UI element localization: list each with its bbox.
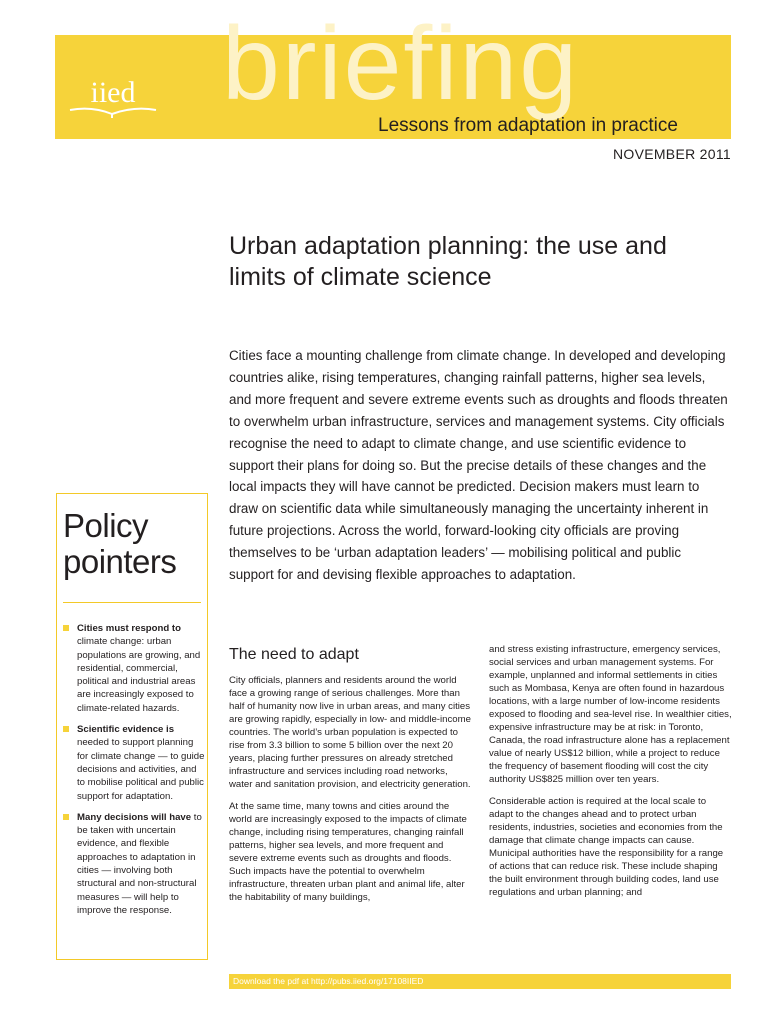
logo-text: iied	[90, 76, 136, 109]
policy-pointers-title: Policy pointers	[63, 507, 177, 580]
briefing-wordmark: briefing	[222, 6, 580, 122]
section-heading: The need to adapt	[229, 646, 359, 663]
body-column-right	[489, 643, 732, 908]
bullet-square-icon	[63, 726, 69, 732]
bullet-square-icon	[63, 625, 69, 631]
pointer-lead: Cities must respond to	[77, 623, 181, 634]
pointer-lead: Scientific evidence is	[77, 724, 175, 736]
pointer-text: needed to support planning for climate change — to guide decisions and activities, and to mobilise political and public support for adaptation.	[77, 737, 205, 802]
body-paragraph: City officials, planners and residents around the world face a growing range of serious challenges. More than half of humanity now live in urban areas, and many cities are growing rapidly, especially in low- and middle-income countries. The world’s urban population is expected to rise from 3.3 billion to some 5 billion over the next 20 years, placing further pressures on already stretched infrastructure and services including road networks, water and sanitation provision, and electricity generation.	[229, 675, 471, 790]
policy-pointers-list	[63, 622, 205, 925]
iied-logo	[68, 78, 158, 122]
publication-date: NOVEMBER 2011	[612, 146, 731, 162]
page-title: Urban adaptation planning: the use and limits of climate science	[229, 232, 667, 291]
list-item	[63, 811, 205, 917]
bullet-square-icon	[63, 814, 69, 820]
book-icon	[68, 106, 158, 120]
series-subtitle: Lessons from adaptation in practice	[378, 115, 678, 136]
lead-paragraph: Cities face a mounting challenge from climate change. In developed and developing countries alike, rising temperatures, changing rainfall patterns, higher sea levels, and more frequent and severe extreme events such as droughts and floods threaten to overwhelm urban infrastructure, services and management systems. City officials recognise the need to adapt to climate change, and use scientific evidence to support their plans for doing so. But the precise details of these changes and the local impacts they will have cannot be predicted. Decision makers must learn to draw on scientific data while simultaneously managing the uncertainty inherent in future projections. Across the world, forward-looking city officials are proving themselves to be ‘urban adaptation leaders’ — mobilising political and public support for and devising flexible approaches to adaptation.	[229, 348, 728, 583]
pointer-lead: Many decisions will have	[77, 811, 192, 823]
body-paragraph: At the same time, many towns and cities around the world are increasingly exposed to the impacts of climate change, including rising temperatures, changing rainfall patterns, higher sea levels, and more frequent and severe extreme events such as droughts and floods. Such impacts have the potential to overwhelm infrastructure, threaten urban plant and animal life, alter the habitability of many buildings,	[229, 801, 467, 903]
download-link[interactable]: Download the pdf at http://pubs.iied.org/17108IIED	[229, 974, 731, 989]
pointer-text: climate change: urban populations are growing, and residential, commercial, political and industrial areas are increasingly exposed to climate-related hazards.	[77, 636, 201, 714]
body-column-left	[229, 674, 472, 913]
divider	[63, 602, 201, 603]
body-paragraph: and stress existing infrastructure, emergency services, social services and urban management systems. For example, unplanned and informal settlements in cities such as Mombasa, Kenya are often found in hazardous locations, with a large number of low-income residents exposed to flooding and sea-level rise. In wealthier cities, expensive infrastructure may be at risk: in Toronto, Canada, the road infrastructure alone has a replacement value of nearly US$12 billion, while a project to reduce the frequency of basement flooding will cost the city authority US$825 million over ten years.	[489, 644, 732, 785]
pointer-text: to be taken with uncertain evidence, and flexible approaches to adaptation in cities — involving both structural and non-structural measures — will help to improve the response.	[77, 811, 202, 916]
body-paragraph: Considerable action is required at the local scale to adapt to the changes ahead and to protect urban residents, industries, societies and economies from the damage that climate change impacts can cause. Municipal authorities have the responsibility for a range of actions that can reduce risk. These include shaping the built environment through building codes, land use regulations and urban planning; and	[489, 796, 724, 898]
list-item	[63, 622, 205, 715]
list-item	[63, 723, 205, 803]
